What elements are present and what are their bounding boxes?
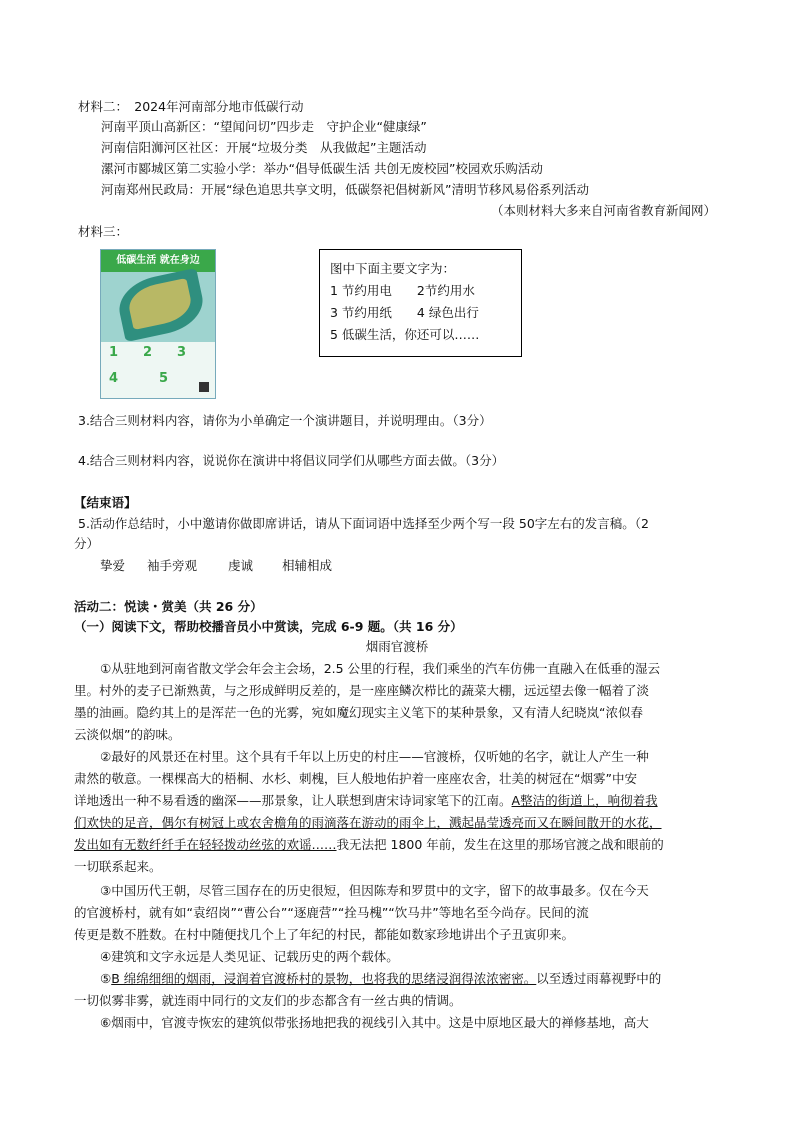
article-line: 传更是数不胜数。在村中随便找几个上了年纪的村民，都能如数家珍地讲出个子丑寅卯来。 bbox=[74, 927, 575, 942]
article-text: 以至透过雨幕视野中的 bbox=[536, 971, 662, 986]
closing-heading: 【结束语】 bbox=[74, 495, 137, 510]
question-5: 5.活动作总结时，小中邀请你做即席讲话，请从下面词语中选择至少两个写一段 50字左右的发言稿。（2 bbox=[78, 516, 650, 531]
article-line: 墨的油画。隐约其上的是浑茫一色的光雾，宛如魔幻现实主义笔下的某种景象，又有清人纪晓岚“浓似春 bbox=[74, 705, 643, 720]
material2-item: 河南郑州民政局：开展“绿色追思共享文明，低碳祭祀倡树新风”清明节移风易俗系列活动 bbox=[101, 182, 589, 197]
poster-number: 5 bbox=[159, 371, 169, 386]
article-line: 里。村外的麦子已渐熟黄，与之形成鲜明反差的，是一座座鳞次栉比的蔬菜大棚，远远望去像一幅着了淡 bbox=[74, 683, 650, 698]
question-4: 4.结合三则材料内容，说说你在演讲中将倡议同学们从哪些方面去做。（3分） bbox=[78, 453, 505, 468]
poster-text-box bbox=[319, 249, 522, 357]
poster-header: 低碳生活 就在身边 bbox=[101, 250, 215, 272]
article-text: 详地透出一种不易看透的幽深——那景象，让人联想到唐宋诗词家笔下的江南。 bbox=[74, 793, 512, 808]
word-option: 虔诚 bbox=[228, 558, 254, 573]
article-line bbox=[74, 836, 664, 854]
article-title: 烟雨官渡桥 bbox=[365, 639, 429, 654]
question-5-cont: 分） bbox=[74, 536, 100, 551]
underlined-sentence-b: B 绵绵细细的烟雨，浸润着官渡桥村的景物，也将我的思绪浸润得浓浓密密。 bbox=[111, 971, 537, 986]
poster-number: 2 bbox=[143, 345, 153, 360]
box-row: 3 节约用纸 4 绿色出行 bbox=[330, 305, 479, 320]
article-line: 云淡似烟”的韵味。 bbox=[74, 727, 181, 742]
article-line: ④建筑和文字永远是人类见证、记载历史的两个载体。 bbox=[100, 949, 399, 964]
article-line: ⑥烟雨中，官渡寺恢宏的建筑似带张扬地把我的视线引入其中。这是中原地区最大的禅修基地，高大 bbox=[100, 1015, 649, 1030]
word-option: 相辅相成 bbox=[282, 558, 333, 573]
article-line bbox=[100, 970, 661, 988]
article-line: ①从驻地到河南省散文学会年会主会场，2.5 公里的行程，我们乘坐的汽车仿佛一直融入在低垂的湿云 bbox=[100, 661, 661, 676]
article-text: 我无法把 1800 年前，发生在这里的那场官渡之战和眼前的 bbox=[336, 837, 664, 852]
article-line: ②最好的风景还在村里。这个具有千年以上历史的村庄——官渡桥，仅听她的名字，就让人产生一种 bbox=[100, 749, 649, 764]
word-option: 挚爱 bbox=[100, 558, 126, 573]
qr-code-icon bbox=[199, 382, 209, 392]
poster-number: 1 bbox=[109, 345, 119, 360]
box-title: 图中下面主要文字为： bbox=[330, 261, 456, 276]
article-line: ③中国历代王朝，尽管三国存在的历史很短，但因陈寿和罗贯中的文字，留下的故事最多。仅在今天 bbox=[100, 883, 649, 898]
underlined-sentence-a: A整洁的街道上，响彻着我 bbox=[511, 793, 658, 808]
article-line: 肃然的敬意。一棵棵高大的梧桐、水杉、刺槐，巨人般地佑护着一座座农舍，壮美的树冠在“烟雾”中安 bbox=[74, 771, 637, 786]
low-carbon-poster-image bbox=[100, 249, 216, 399]
article-line: 一切联系起来。 bbox=[74, 859, 162, 874]
poster-number: 3 bbox=[177, 345, 187, 360]
poster-number: 4 bbox=[109, 371, 119, 386]
material2-item: 河南信阳浉河区社区：开展“垃圾分类 从我做起”主题活动 bbox=[101, 140, 427, 155]
word-option: 袖手旁观 bbox=[147, 558, 198, 573]
question-3: 3.结合三则材料内容，请你为小单确定一个演讲题目，并说明理由。（3分） bbox=[78, 413, 492, 428]
activity2-subheading: （一）阅读下文，帮助校播音员小中赏读，完成 6-9 题。（共 16 分） bbox=[74, 619, 463, 634]
activity2-heading: 活动二：悦读・赏美（共 26 分） bbox=[74, 599, 263, 614]
article-line bbox=[74, 792, 658, 810]
underlined-sentence-a-cont: 们欢快的足音，偶尔有树冠上或农舍檐角的雨滴落在游动的雨伞上，溅起晶莹透亮而又在瞬间散开的水花， bbox=[74, 815, 662, 830]
material2-heading: 材料二： 2024年河南部分地市低碳行动 bbox=[78, 99, 304, 114]
poster-body bbox=[101, 342, 215, 398]
material2-item: 河南平顶山高新区：“望闻问切”四步走 守护企业“健康绿” bbox=[101, 119, 427, 134]
material2-item: 漯河市郾城区第二实验小学：举办“倡导低碳生活 共创无废校园”校园欢乐购活动 bbox=[101, 161, 543, 176]
box-row: 1 节约用电 2节约用水 bbox=[330, 283, 475, 298]
material2-source: （本则材料大多来自河南省教育新闻网） bbox=[490, 203, 716, 218]
article-text: ⑤ bbox=[100, 971, 112, 986]
box-row: 5 低碳生活，你还可以…… bbox=[330, 327, 480, 342]
material3-heading: 材料三： bbox=[78, 224, 129, 239]
article-line: 的官渡桥村，就有如“袁绍岗”“曹公台”“逐鹿营”“拴马槐”“饮马井”等地名至今尚存。民间的流 bbox=[74, 905, 589, 920]
underlined-sentence-a-end: 发出如有无数纤纤手在轻轻拨动丝弦的欢谣…… bbox=[74, 837, 337, 852]
article-line: 一切似雾非雾，就连雨中同行的文友们的步态都含有一丝古典的情调。 bbox=[74, 993, 462, 1008]
